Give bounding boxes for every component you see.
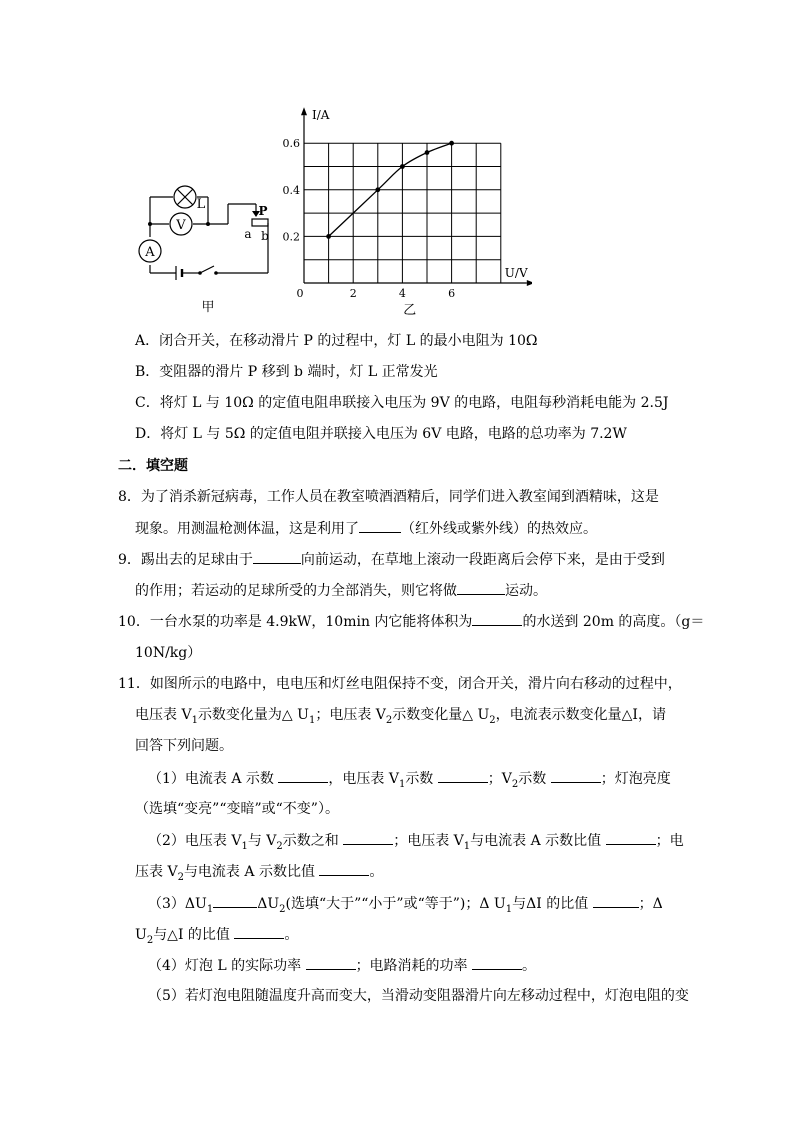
answer-blank[interactable]	[278, 768, 328, 783]
answer-blank[interactable]	[306, 955, 356, 970]
answer-blank[interactable]	[438, 768, 488, 783]
x-axis-arrow-icon	[527, 280, 532, 286]
q11-line1: 11．如图所示的电路中，电电压和灯丝电阻保持不变，闭合开关，滑片向右移动的过程中，	[118, 676, 682, 692]
end-b-label: b	[261, 229, 269, 243]
q11-sub3-line2: $U_2$与△I 的比值 。	[135, 924, 298, 951]
answer-blank[interactable]	[213, 893, 257, 908]
x-axis-label: U/V	[504, 266, 528, 280]
section-title: 二．填空题	[118, 458, 188, 474]
y-tick-label: 0.4	[282, 183, 300, 197]
answer-blank[interactable]	[472, 955, 522, 970]
q9-line1: 9．踢出去的足球由于 向前运动，在草地上滚动一段距离后会停下来，是由于受到	[118, 549, 665, 570]
data-point	[400, 164, 405, 169]
option-d: D．将灯 L 与 5Ω 的定值电阻并联接入电压为 6V 电路，电路的总功率为 7.2W	[135, 426, 627, 442]
answer-blank[interactable]	[472, 611, 522, 626]
y-axis-label: I/A	[312, 108, 330, 123]
answer-blank[interactable]	[343, 830, 393, 845]
q8-line2: 现象。用测温枪测体温，这是利用了 （红外线或紫外线）的热效应。	[135, 518, 597, 539]
figure-yi-caption: 乙	[403, 303, 417, 318]
q11-sub2-line1: （2）电压表 $V_1$与 $V_2$示数之和 ；电压表 $V_1$与电流表 A 示数比值 ；电	[148, 830, 684, 857]
chart-axes	[301, 107, 532, 286]
q11-sub5: （5）若灯泡电阻随温度升高而变大，当滑动变阻器滑片向左移动过程中，灯泡电阻的变	[148, 988, 689, 1004]
q11-line3: 回答下列问题。	[135, 738, 233, 754]
voltmeter-label: V	[176, 218, 186, 233]
y-axis-arrow-icon	[301, 107, 307, 115]
answer-blank[interactable]	[253, 549, 301, 564]
end-a-label: a	[244, 227, 252, 241]
q11-sub2-line2: 压表 $V_2$与电流表 A 示数比值 。	[135, 861, 383, 888]
answer-blank[interactable]	[359, 518, 401, 533]
q10-line2: 10N/kg）	[135, 645, 202, 661]
data-point	[375, 187, 380, 192]
answer-blank[interactable]	[551, 768, 601, 783]
option-c: C．将灯 L 与 10Ω 的定值电阻串联接入电压为 9V 的电路，电阻每秒消耗电能为 2.5J	[135, 395, 669, 411]
answer-blank[interactable]	[319, 861, 369, 876]
q11-sub1-line1: （1）电流表 A 示数 ，电压表 $V_1$示数 ；$V_2$示数 ；灯泡亮度	[148, 768, 671, 795]
q11-sub4: （4）灯泡 L 的实际功率 ；电路消耗的功率 。	[148, 955, 536, 976]
q8-line1: 8．为了消杀新冠病毒，工作人员在教室喷酒酒精后，同学们进入教室闻到酒精味，这是	[118, 489, 659, 505]
q11-sub3-line1: $(3)\Delta U_1$ $\Delta U_2$(选填“大于”“小于”或“等于”)；Δ $U_1$与ΔI 的比值 ；Δ	[148, 893, 663, 920]
answer-blank[interactable]	[606, 830, 656, 845]
figure-jia-caption: 甲	[201, 300, 215, 315]
iu-chart	[282, 100, 532, 322]
option-a: A．闭合开关，在移动滑片 P 的过程中，灯 L 的最小电阻为 10Ω	[135, 333, 538, 349]
q9-line2: 的作用；若运动的足球所受的力全部消失，则它将做 运动。	[135, 580, 547, 601]
slider-label: P	[258, 204, 268, 218]
origin-label: 0	[296, 287, 304, 300]
data-point	[449, 141, 454, 146]
option-b: B．变阻器的滑片 P 移到 b 端时，灯 L 正常发光	[135, 364, 438, 380]
data-point	[425, 150, 430, 155]
answer-blank[interactable]	[593, 893, 639, 908]
data-point	[326, 234, 331, 239]
answer-blank[interactable]	[234, 924, 284, 939]
lamp-icon	[174, 186, 196, 208]
y-tick-label: 0.2	[282, 230, 300, 244]
answer-blank[interactable]	[457, 580, 505, 595]
y-tick-label: 0.6	[282, 137, 300, 151]
q10-line1: 10．一台水泵的功率是 4.9kW，10min 内它能将体积为 的水送到 20m 的高度。（g＝	[118, 611, 704, 632]
q11-sub1-line2: （选填“变亮”“变暗”或“不变”）。	[135, 801, 339, 817]
q11-line2: 电压表 $V_1$示数变化量为△ $U_1$；电压表 $V_2$示数变化量△ $U_2$，电流表示数变化量△I，请	[135, 707, 666, 726]
circuit-figure	[130, 175, 280, 315]
x-tick-label: 2	[349, 287, 357, 300]
ammeter-label: A	[145, 245, 155, 260]
x-tick-label: 6	[448, 287, 456, 300]
x-tick-label: 4	[398, 287, 406, 300]
lamp-label: L	[196, 197, 206, 212]
